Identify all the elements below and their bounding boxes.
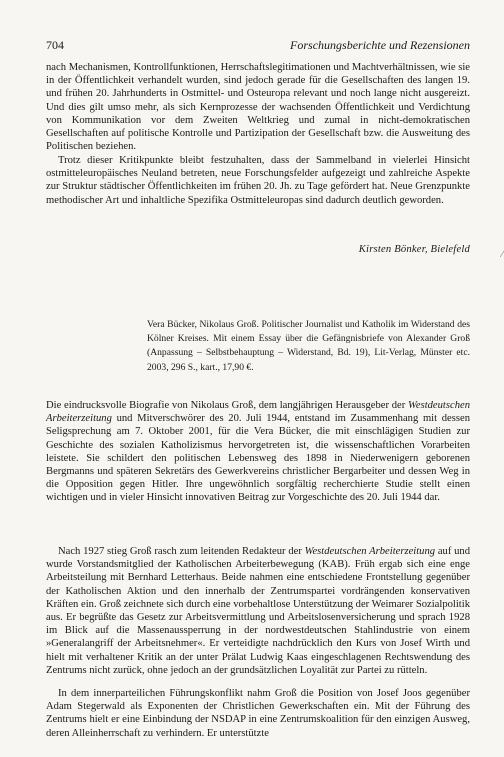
page-header	[46, 38, 470, 53]
text-run: Nach 1927 stieg Groß rasch zum leitenden Redakteur der	[58, 546, 305, 557]
review-paragraph-1	[46, 399, 470, 505]
review-signature: Kirsten Bönker, Bielefeld	[358, 244, 470, 255]
text-run: auf und wurde Vorstandsmitglied der Katholischen Arbeiterbewegung (KAB). Früh ergab sich eine enge Arbeitsteilung mit Bernhard Letterhaus. Beide nahmen eine entschiedene Frontstellung gegenüber der Katholischen Aktion und den innerhalb der Zentrumspartei vordrängenden konservativen Kräften ein. Groß zeichnete sich durch eine vorbehaltlose Unterstützung der Weimarer Sozialpolitik aus. Er begrüßte das Gesetz zur Arbeitsvermittlung und Arbeitslosenversicherung und sprach 1928 im Blick auf die Massenaussperrung in der nordwestdeutschen Stahlindustrie von einem »Generalangriff der Arbeitsnehmer«. Er verteidigte nachdrücklich den Kurs von Josef Wirth und hielt mit verhaltener Kritik an der unter Prälat Ludwig Kaas eingeschlagenen Rechtswendung des Zentrums nicht zurück, ohne jedoch an der grundsätzlichen Loyalität zur Partei zu rütteln.	[46, 546, 470, 676]
text-run: Die eindrucksvolle Biografie von Nikolaus Groß, dem langjährigen Herausgeber der	[46, 400, 409, 411]
newspaper-title: Westdeutschen Arbeiterzeitung	[46, 400, 470, 425]
review-paragraph-2	[46, 545, 470, 677]
review-paragraph-3: In dem innerparteilichen Führungskonflikt nahm Groß die Position von Josef Joos gegenüber Adam Stegerwald als Exponenten der Christlichen Gewerkschaften ein. Mit der Führung des Zentrums hielt er eine Einbindung der NSDAP in eine Zentrumskoalition für den einzigen Ausweg, deren Alleinherrschaft zu verhindern. Er unterstützte	[46, 688, 470, 739]
paragraph-continuation: nach Mechanismen, Kontrollfunktionen, Herrschaftslegitimationen und Machtverhältnissen, wie sie in der Öffentlichkeit verhandelt wurden, sind jedoch gerade für die Gesellschaften des langen 19. und frühen 20. Jahrhunderts in Ostmittel- und Osteuropa relevant und noch lange nicht ausgereizt. Und dies gilt umso mehr, als sich Kernprozesse der wachsenden Öffentlichkeit und Verdichtung von Kommunikation vor dem Zweiten Weltkrieg und zumal in nicht-demokratischen Gesellschaften auf politische Kontrolle und Partizipation der Gesellschaft bzw. die Ausweitung des Politischen beziehen.	[46, 62, 470, 153]
text-run: und Mitverschwörer des 20. Juli 1944, entstand im Zusammenhang mit dessen Seligsprechung am 7. Oktober 2001, für die Vera Bücker, die mit einschlägigen Studien zur Geschichte des sozialen Katholizismus hervorgetreten ist, die wissenschaftlichen Vorarbeiten leistete. Sie schildert den politischen Lebensweg des 1898 in Niederwenigern geborenen Bergmanns und späteren Sekretärs des Gewerkvereins christlicher Bergarbeiter und dessen Weg in die Opposition gegen Hitler. Ihre ungewöhnlich sorgfältig recherchierte Studie stellt einen wichtigen und in vieler Hinsicht innovativen Beitrag zur Vorgeschichte des 20. Juli 1944 dar.	[46, 413, 470, 504]
margin-mark: ⁄	[501, 249, 503, 259]
running-title: Forschungsberichte und Rezensionen	[290, 38, 470, 52]
newspaper-title: Westdeutschen Arbeiterzeitung	[304, 546, 436, 557]
book-citation: Vera Bücker, Nikolaus Groß. Politischer Journalist und Katholik im Widerstand des Kölner Kreises. Mit einem Essay über die Gefängnisbriefe von Alexander Groß (Anpassung – Selbstbehauptung – Widerstand, Bd. 19), Lit-Verlag, Münster etc. 2003, 296 S., kart., 17,90 €.	[147, 319, 470, 373]
paragraph-conclusion: Trotz dieser Kritikpunkte bleibt festzuhalten, dass der Sammelband in vielerlei Hinsicht ostmitteleuropäisches Neuland betreten, neue Forschungsfelder aufgezeigt und zahlreiche Aspekte zur Struktur städtischer Öffentlichkeiten im frühen 20. Jh. zu Tage gefördert hat. Neue Grenzpunkte methodischer Art und inhaltliche Spezifika Ostmitteleuropas sind dadurch deutlich geworden.	[46, 155, 470, 206]
page-number: 704	[46, 38, 64, 52]
